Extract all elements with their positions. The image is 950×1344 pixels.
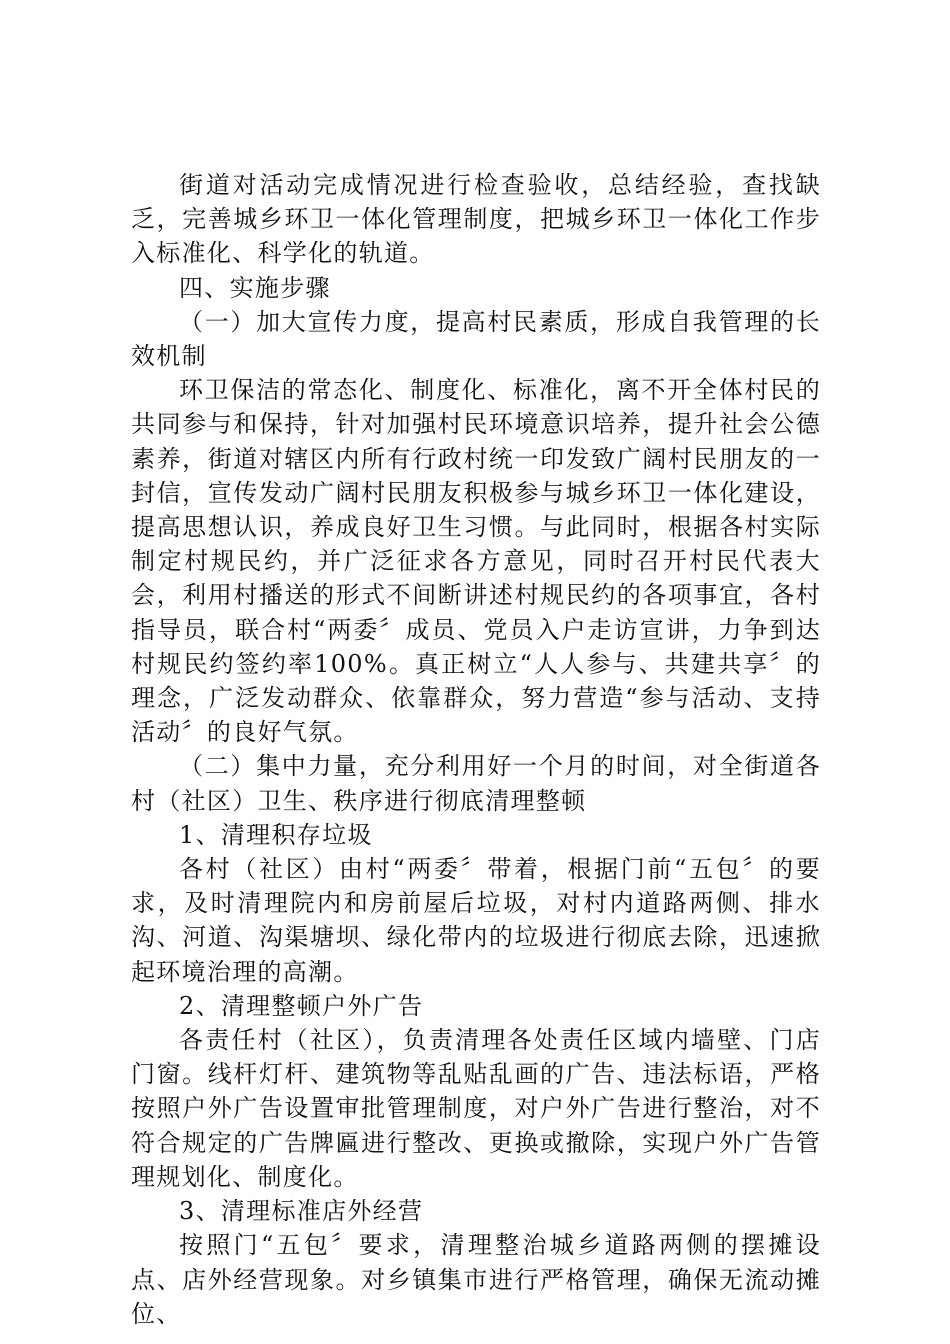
paragraph-outside-business: 按照门“五包〞要求，清理整治城乡道路两侧的摆摊设点、店外经营现象。对乡镇集市进行严格管理，确保无流动摊位、 <box>131 1231 821 1328</box>
paragraph-acceptance: 街道对活动完成情况进行检查验收，总结经验，查找缺乏，完善城乡环卫一体化管理制度，把城乡环卫一体化工作步入标准化、科学化的轨道。 <box>131 171 821 268</box>
heading-outdoor-ads: 2、清理整顿户外广告 <box>179 991 424 1020</box>
paragraph-outdoor-ads: 各责任村（社区），负责清理各处责任区域内墙壁、门店门窗。线杆灯杆、建筑物等乱贴乱画的广告、违法标语，严格按照户外广告设置审批管理制度，对户外广告进行整治，对不符合规定的广告牌匾进行整改、更换或撤除，实现户外广告管理规划化、制度化。 <box>131 1026 821 1191</box>
heading-outside-business: 3、清理标准店外经营 <box>179 1197 424 1226</box>
paragraph-publicity: 环卫保洁的常态化、制度化、标准化，离不开全体村民的共同参与和保持，针对加强村民环境意识培养，提升社会公德素养，街道对辖区内所有行政村统一印发致广阔村民朋友的一封信，宣传发动广阔村民朋友积极参与城乡环卫一体化建设，提高思想认识，养成良好卫生习惯。与此同时，根据各村实际制定村规民约，并广泛征求各方意见，同时召开村民代表大会，利用村播送的形式不间断讲述村规民约的各项事宜，各村指导员，联合村“两委〞成员、党员入户走访宣讲，力争到达村规民约签约率100%。真正树立“人人参与、共建共享〞的理念，广泛发动群众、依靠群众，努力营造“参与活动、支持活动〞的良好气氛。 <box>131 376 821 747</box>
heading-publicity: （一）加大宣传力度，提高村民素质，形成自我管理的长效机制 <box>131 307 821 371</box>
document-body <box>131 168 821 1331</box>
heading-concentrated-cleanup: （二）集中力量，充分利用好一个月的时间，对全街道各村（社区）卫生、秩序进行彻底清理整顿 <box>131 752 821 815</box>
heading-clear-garbage: 1、清理积存垃圾 <box>179 820 373 849</box>
heading-implementation-steps: 四、实施步骤 <box>179 273 331 302</box>
paragraph-clear-garbage: 各村（社区）由村“两委〞带着，根据门前“五包〞的要求，及时清理院内和房前屋后垃圾，对村内道路两侧、排水沟、河道、沟渠塘坝、绿化带内的垃圾进行彻底去除，迅速掀起环境治理的高潮。 <box>131 855 821 986</box>
